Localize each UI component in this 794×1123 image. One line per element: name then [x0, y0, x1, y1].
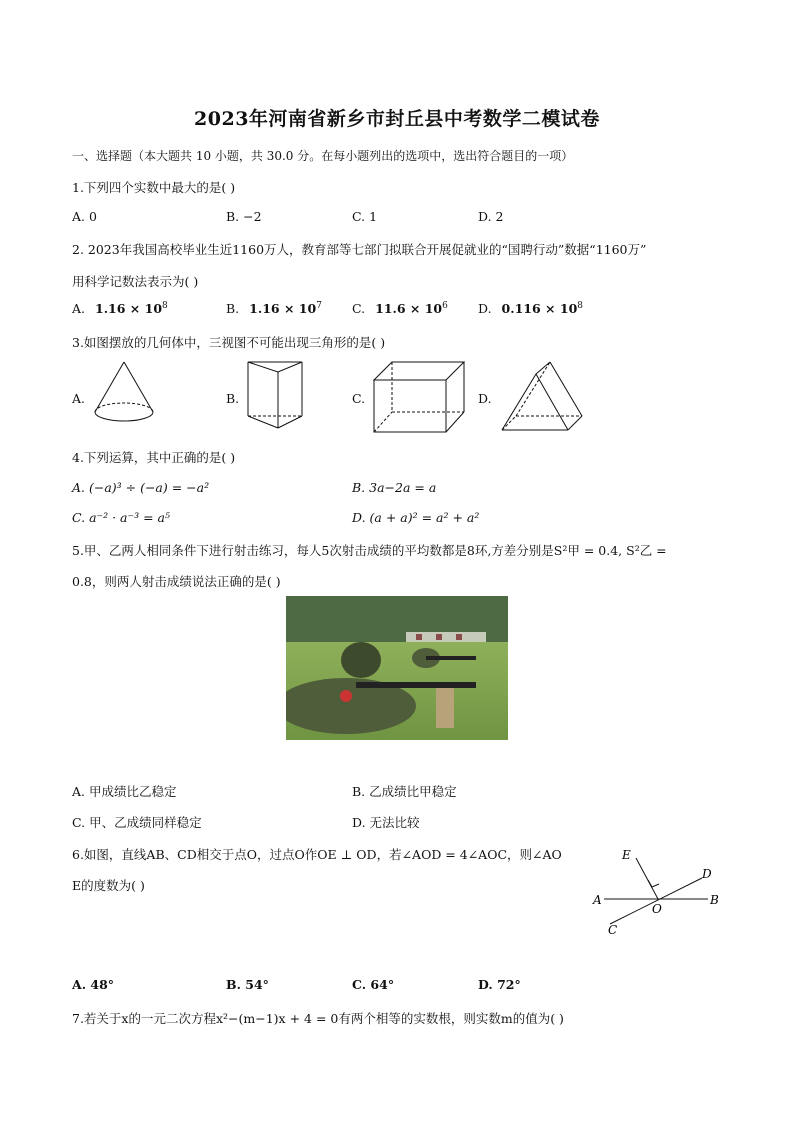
q3-option-b-label[interactable]: B. [226, 391, 240, 406]
q2-option-c-exponent: 6 [442, 301, 448, 311]
label-a: A [593, 893, 602, 907]
q4-option-a[interactable]: A. (−a)³ ÷ (−a) = −a² [72, 480, 210, 495]
label-b: B [710, 893, 719, 907]
q2-option-a[interactable] [72, 301, 168, 316]
q2-option-c-mantissa: 11.6 × 10 [375, 301, 443, 317]
question-5-stem-line1: 5.甲、乙两人相同条件下进行射击练习，每人5次射击成绩的平均数都是8环,方差分别是S²甲 = 0.4, S²乙 = [72, 543, 667, 558]
q4-option-b[interactable]: B. 3a−2a = a [352, 480, 437, 495]
q1-option-a[interactable]: A. 0 [72, 209, 97, 224]
q2-option-d-mantissa: 0.116 × 10 [501, 301, 578, 317]
question-5-stem-line2: 0.8，则两人射击成绩说法正确的是( ) [72, 574, 281, 589]
question-1-stem: 1.下列四个实数中最大的是( ) [72, 180, 236, 195]
q5-option-a[interactable]: A. 甲成绩比乙稳定 [72, 784, 177, 799]
question-3-stem: 3.如图摆放的几何体中，三视图不可能出现三角形的是( ) [72, 335, 386, 350]
prism-figure [246, 360, 306, 432]
q6-option-c[interactable]: C. 64° [352, 977, 395, 992]
label-e: E [622, 848, 631, 862]
q2-option-a-exponent: 8 [162, 301, 168, 311]
q3-option-a-label[interactable]: A. [72, 391, 86, 406]
question-6-stem-line1: 6.如图，直线AB、CD相交于点O，过点O作OE ⊥ OD，若∠AOD = 4∠AOC，则∠AO [72, 847, 562, 862]
q3-option-d-label[interactable]: D. [478, 391, 492, 406]
q2-option-b-exponent: 7 [316, 301, 322, 311]
q4-option-c[interactable]: C. a⁻² · a⁻³ = a⁵ [72, 510, 170, 525]
cone-figure [92, 360, 158, 430]
label-o: O [652, 902, 662, 916]
q6-option-a[interactable]: A. 48° [72, 977, 115, 992]
q2-option-b-label: B. [226, 301, 240, 317]
q2-option-d-label: D. [478, 301, 492, 317]
label-c: C [608, 923, 618, 937]
q5-option-d[interactable]: D. 无法比较 [352, 815, 420, 830]
q2-option-b-mantissa: 1.16 × 10 [249, 301, 317, 317]
q5-option-c[interactable]: C. 甲、乙成绩同样稳定 [72, 815, 202, 830]
q2-option-d-exponent: 8 [577, 301, 583, 311]
shooting-practice-photo [286, 596, 508, 740]
question-6-stem-line2: E的度数为( ) [72, 878, 145, 893]
q2-option-b[interactable] [226, 301, 322, 316]
question-2-stem-line2: 用科学记数法表示为( ) [72, 274, 199, 289]
q1-option-c[interactable]: C. 1 [352, 209, 378, 224]
q2-option-d[interactable] [478, 301, 583, 316]
q4-option-d[interactable]: D. (a + a)² = a² + a² [352, 510, 480, 525]
q2-option-c-label: C. [352, 301, 366, 317]
q6-option-b[interactable]: B. 54° [226, 977, 269, 992]
q1-option-b[interactable]: B. −2 [226, 209, 262, 224]
q5-option-b[interactable]: B. 乙成绩比甲稳定 [352, 784, 457, 799]
q2-option-a-label: A. [72, 301, 86, 317]
label-d: D [702, 867, 712, 881]
question-7-stem: 7.若关于x的一元二次方程x²−(m−1)x + 4 = 0有两个相等的实数根，则实数m的值为( ) [72, 1011, 564, 1026]
q3-option-c-label[interactable]: C. [352, 391, 366, 406]
question-2-stem-line1: 2. 2023年我国高校毕业生近1160万人，教育部等七部门拟联合开展促就业的“国聘行动”数据“1160万” [72, 242, 647, 257]
q2-option-c[interactable] [352, 301, 448, 316]
q1-option-d[interactable]: D. 2 [478, 209, 504, 224]
q2-option-a-mantissa: 1.16 × 10 [95, 301, 163, 317]
lying-prism-figure [500, 360, 586, 434]
intersecting-lines-figure [590, 842, 726, 938]
section-heading: 一、选择题（本大题共 10 小题，共 30.0 分。在每小题列出的选项中，选出符合题目的一项） [72, 149, 574, 163]
q6-option-d[interactable]: D. 72° [478, 977, 521, 992]
question-4-stem: 4.下列运算，其中正确的是( ) [72, 450, 236, 465]
cuboid-figure [372, 360, 468, 434]
page-title: 2023年河南省新乡市封丘县中考数学二模试卷 [194, 108, 600, 130]
